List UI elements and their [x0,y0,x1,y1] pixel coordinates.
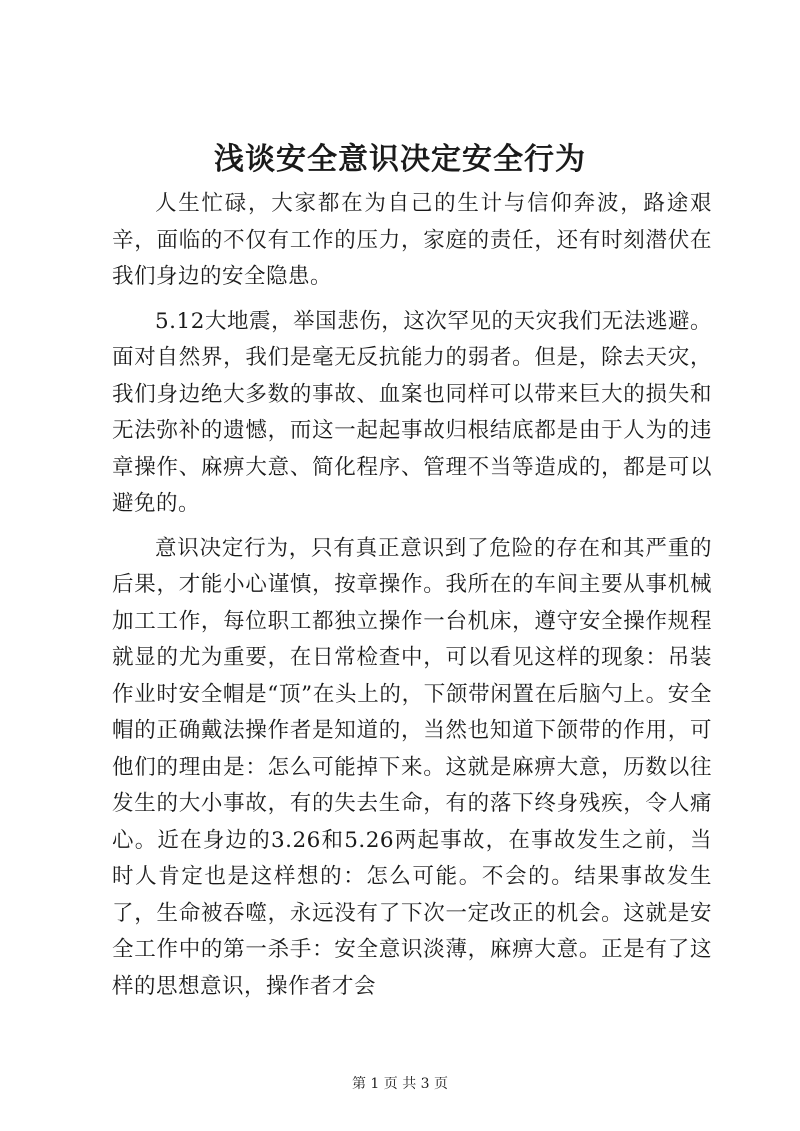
document-body [112,186,712,1005]
paragraph-1: 人生忙碌，大家都在为自己的生计与信仰奔波，路途艰辛，面临的不仅有工作的压力，家庭的责任，还有时刻潜伏在我们身边的安全隐患。 [112,191,712,289]
paragraph-2: 5.12大地震，举国悲伤，这次罕见的天灾我们无法逃避。面对自然界，我们是毫无反抗能力的弱者。但是，除去天灾，我们身边绝大多数的事故、血案也同样可以带来巨大的损失和无法弥补的遗憾，而这一起起事故归根结底都是由于人为的违章操作、麻痹大意、简化程序、管理不当等造成的，都是可以避免的。 [112,308,712,516]
page-number-footer: 第 1 页 共 3 页 [351,1076,449,1092]
document-title: 浅谈安全意识决定安全行为 [214,142,586,177]
paragraph-3: 意识决定行为，只有真正意识到了危险的存在和其严重的后果，才能小心谨慎，按章操作。我所在的车间主要从事机械加工工作，每位职工都独立操作一台机床，遵守安全操作规程就显的尤为重要，在日常检查中，可以看见这样的现象：吊装作业时安全帽是“顶”在头上的，下颌带闲置在后脑勺上。安全帽的正确戴法操作者是知道的，当然也知道下颌带的作用，可他们的理由是：怎么可能掉下来。这就是麻痹大意，历数以往发生的大小事故，有的失去生命，有的落下终身残疾，令人痛心。近在身边的3.26和5.26两起事故，在事故发生之前，当时人肯定也是这样想的：怎么可能。不会的。结果事故发生了，生命被吞噬，永远没有了下次一定改正的机会。这就是安全工作中的第一杀手：安全意识淡薄，麻痹大意。正是有了这样的思想意识，操作者才会 [112,535,712,999]
